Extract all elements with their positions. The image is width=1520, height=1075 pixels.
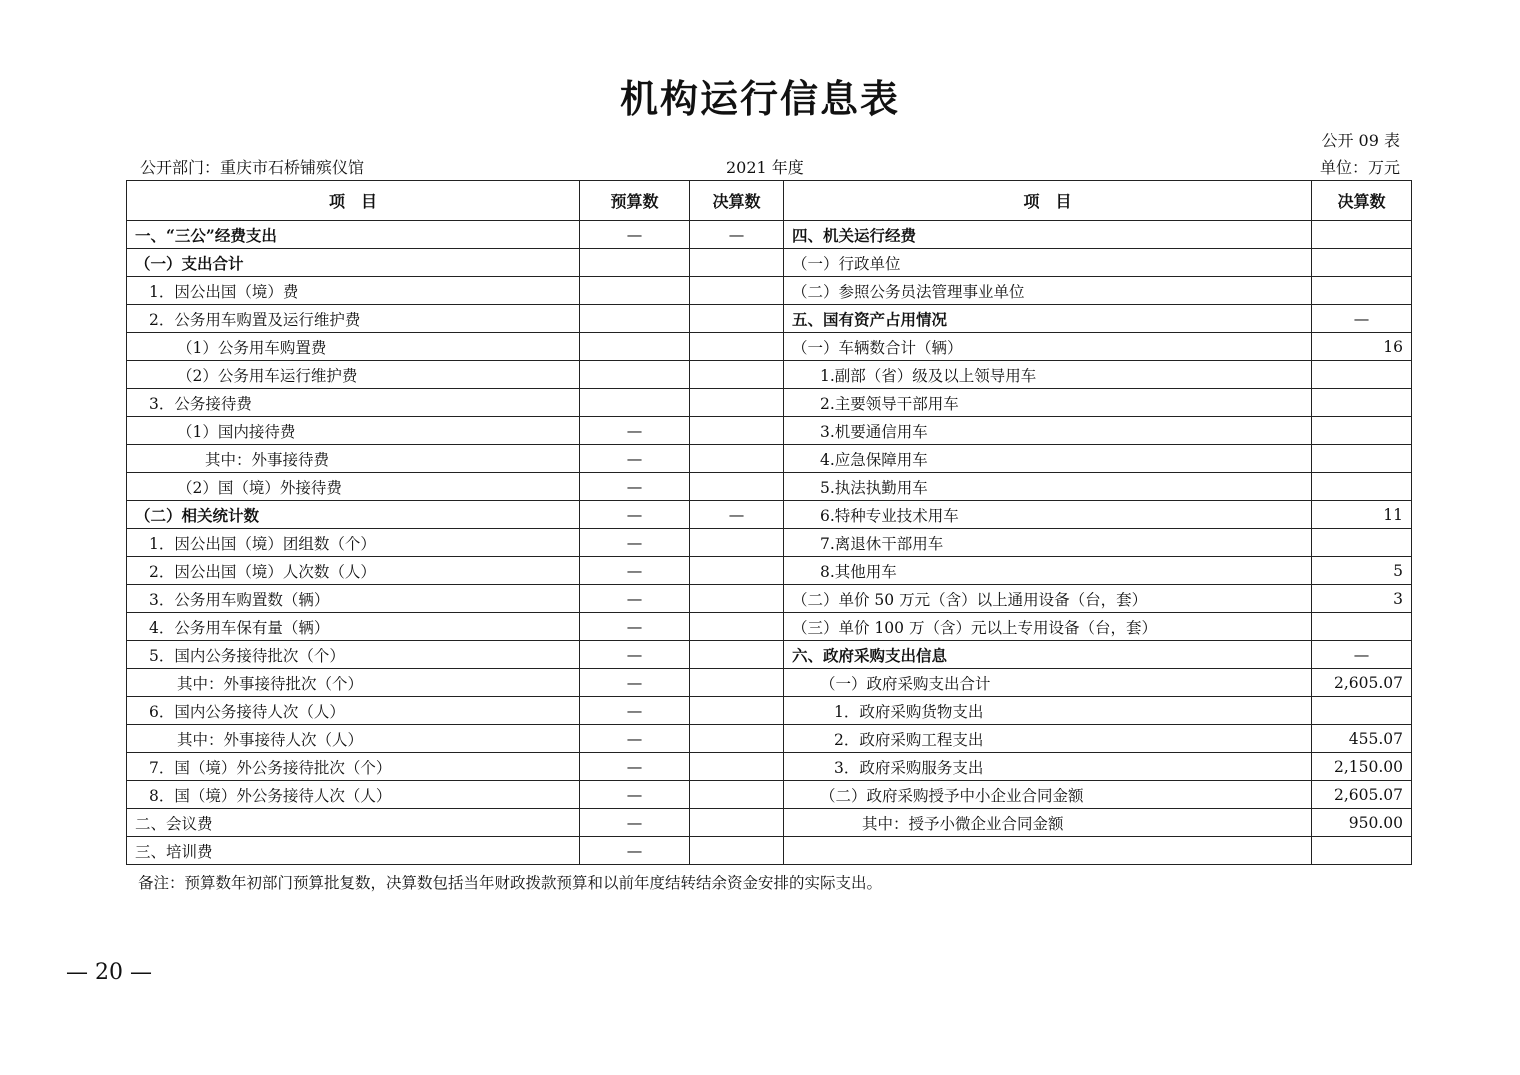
row-budget: —	[580, 529, 690, 557]
row-final-right	[1312, 697, 1412, 725]
row-item-left: 3．公务接待费	[127, 389, 580, 417]
table-row	[127, 809, 1412, 837]
fiscal-year: 2021 年度	[726, 158, 804, 177]
table-row	[127, 333, 1412, 361]
header-item-left: 项 目	[127, 181, 580, 221]
row-budget: —	[580, 725, 690, 753]
row-item-left: 其中：外事接待人次（人）	[127, 725, 580, 753]
table-row	[127, 501, 1412, 529]
row-item-right: （三）单价 100 万（含）元以上专用设备（台，套）	[784, 613, 1312, 641]
row-item-left: （2）公务用车运行维护费	[127, 361, 580, 389]
row-item-right: （一）车辆数合计（辆）	[784, 333, 1312, 361]
row-item-right	[784, 837, 1312, 865]
header-final-left: 决算数	[690, 181, 784, 221]
row-final-left	[690, 445, 784, 473]
row-item-right: （一）政府采购支出合计	[784, 669, 1312, 697]
row-final-left: —	[690, 501, 784, 529]
row-final-right	[1312, 473, 1412, 501]
row-item-right: 3.机要通信用车	[784, 417, 1312, 445]
row-item-right: 4.应急保障用车	[784, 445, 1312, 473]
row-final-right: 2,605.07	[1312, 781, 1412, 809]
row-item-left: 4．公务用车保有量（辆）	[127, 613, 580, 641]
row-final-right: 950.00	[1312, 809, 1412, 837]
row-budget	[580, 333, 690, 361]
row-final-left	[690, 473, 784, 501]
table-row	[127, 445, 1412, 473]
page-title: 机构运行信息表	[619, 76, 900, 121]
row-final-left	[690, 753, 784, 781]
row-final-right	[1312, 613, 1412, 641]
row-item-left: 3．公务用车购置数（辆）	[127, 585, 580, 613]
row-item-left: 其中：外事接待批次（个）	[127, 669, 580, 697]
row-final-left	[690, 529, 784, 557]
row-final-left	[690, 585, 784, 613]
row-item-left: 2．因公出国（境）人次数（人）	[127, 557, 580, 585]
row-budget	[580, 361, 690, 389]
row-item-right: （一）行政单位	[784, 249, 1312, 277]
row-item-left: 三、培训费	[127, 837, 580, 865]
row-final-right: —	[1312, 305, 1412, 333]
row-final-right: 16	[1312, 333, 1412, 361]
row-budget: —	[580, 669, 690, 697]
row-final-left	[690, 277, 784, 305]
row-budget: —	[580, 445, 690, 473]
row-item-left: 1．因公出国（境）费	[127, 277, 580, 305]
row-item-right: （二）政府采购授予中小企业合同金额	[784, 781, 1312, 809]
table-row	[127, 529, 1412, 557]
page-number: — 20 —	[66, 960, 152, 985]
table-row	[127, 753, 1412, 781]
row-item-left: （二）相关统计数	[127, 501, 580, 529]
row-final-left	[690, 333, 784, 361]
row-budget: —	[580, 501, 690, 529]
row-item-right: 8.其他用车	[784, 557, 1312, 585]
row-final-left	[690, 417, 784, 445]
row-budget: —	[580, 585, 690, 613]
header-item-right: 项 目	[784, 181, 1312, 221]
row-final-right	[1312, 249, 1412, 277]
row-item-right: （二）参照公务员法管理事业单位	[784, 277, 1312, 305]
row-item-right: 6.特种专业技术用车	[784, 501, 1312, 529]
row-final-right: 3	[1312, 585, 1412, 613]
row-budget: —	[580, 697, 690, 725]
row-item-right: 2.主要领导干部用车	[784, 389, 1312, 417]
row-budget	[580, 305, 690, 333]
row-item-left: （2）国（境）外接待费	[127, 473, 580, 501]
row-final-left	[690, 557, 784, 585]
header-budget: 预算数	[580, 181, 690, 221]
row-item-right: 六、政府采购支出信息	[784, 641, 1312, 669]
row-budget	[580, 277, 690, 305]
row-item-left: 一、“三公”经费支出	[127, 221, 580, 249]
row-item-left: 7．国（境）外公务接待批次（个）	[127, 753, 580, 781]
row-final-left	[690, 641, 784, 669]
department-label: 公开部门：重庆市石桥铺殡仪馆	[140, 158, 365, 177]
row-final-right	[1312, 445, 1412, 473]
row-budget	[580, 389, 690, 417]
row-item-right: 5.执法执勤用车	[784, 473, 1312, 501]
row-budget: —	[580, 641, 690, 669]
row-final-right	[1312, 361, 1412, 389]
row-item-right: （二）单价 50 万元（含）以上通用设备（台，套）	[784, 585, 1312, 613]
row-final-left	[690, 781, 784, 809]
row-final-left	[690, 389, 784, 417]
row-final-left	[690, 361, 784, 389]
row-final-left	[690, 697, 784, 725]
table-row	[127, 613, 1412, 641]
info-table	[126, 180, 1412, 865]
table-number: 公开 09 表	[1321, 131, 1400, 150]
table-row	[127, 641, 1412, 669]
footnote: 备注：预算数年初部门预算批复数，决算数包括当年财政拨款预算和以前年度结转结余资金安排的实际支出。	[138, 874, 883, 892]
row-budget: —	[580, 837, 690, 865]
row-item-right: 其中：授予小微企业合同金额	[784, 809, 1312, 837]
row-item-left: 6．国内公务接待人次（人）	[127, 697, 580, 725]
row-final-right	[1312, 837, 1412, 865]
row-final-left	[690, 725, 784, 753]
row-budget: —	[580, 753, 690, 781]
row-final-left	[690, 305, 784, 333]
row-final-right: 2,150.00	[1312, 753, 1412, 781]
row-item-right: 1.副部（省）级及以上领导用车	[784, 361, 1312, 389]
table-row	[127, 585, 1412, 613]
row-item-left: 2．公务用车购置及运行维护费	[127, 305, 580, 333]
table-row	[127, 277, 1412, 305]
table-row	[127, 221, 1412, 249]
row-final-right	[1312, 389, 1412, 417]
row-item-left: 二、会议费	[127, 809, 580, 837]
table-row	[127, 389, 1412, 417]
row-item-right: 五、国有资产占用情况	[784, 305, 1312, 333]
row-item-left: 5．国内公务接待批次（个）	[127, 641, 580, 669]
row-budget	[580, 249, 690, 277]
header-final-right: 决算数	[1312, 181, 1412, 221]
table-row	[127, 837, 1412, 865]
row-item-left: （1）国内接待费	[127, 417, 580, 445]
row-budget: —	[580, 417, 690, 445]
row-final-left	[690, 613, 784, 641]
unit-label: 单位：万元	[1319, 158, 1400, 177]
row-item-right: 1．政府采购货物支出	[784, 697, 1312, 725]
table-row	[127, 417, 1412, 445]
row-final-right	[1312, 277, 1412, 305]
row-final-left: —	[690, 221, 784, 249]
row-final-right: 455.07	[1312, 725, 1412, 753]
row-final-left	[690, 249, 784, 277]
table-row	[127, 557, 1412, 585]
row-item-left: 8．国（境）外公务接待人次（人）	[127, 781, 580, 809]
table-row	[127, 305, 1412, 333]
row-final-right	[1312, 221, 1412, 249]
row-final-left	[690, 809, 784, 837]
row-item-left: 其中：外事接待费	[127, 445, 580, 473]
table-header-row	[127, 181, 1412, 221]
row-final-left	[690, 837, 784, 865]
row-final-right: —	[1312, 641, 1412, 669]
table-row	[127, 473, 1412, 501]
row-budget: —	[580, 473, 690, 501]
row-final-left	[690, 669, 784, 697]
table-row	[127, 249, 1412, 277]
row-budget: —	[580, 781, 690, 809]
row-final-right: 11	[1312, 501, 1412, 529]
row-budget: —	[580, 221, 690, 249]
row-item-left: （1）公务用车购置费	[127, 333, 580, 361]
row-final-right	[1312, 417, 1412, 445]
row-final-right: 2,605.07	[1312, 669, 1412, 697]
table-row	[127, 725, 1412, 753]
row-item-right: 3．政府采购服务支出	[784, 753, 1312, 781]
row-item-right: 7.离退休干部用车	[784, 529, 1312, 557]
table-row	[127, 669, 1412, 697]
row-item-right: 2．政府采购工程支出	[784, 725, 1312, 753]
row-budget: —	[580, 557, 690, 585]
row-budget: —	[580, 809, 690, 837]
table-row	[127, 697, 1412, 725]
row-budget: —	[580, 613, 690, 641]
row-final-right	[1312, 529, 1412, 557]
table-row	[127, 361, 1412, 389]
row-final-right: 5	[1312, 557, 1412, 585]
table-row	[127, 781, 1412, 809]
table-body	[127, 221, 1412, 865]
row-item-left: （一）支出合计	[127, 249, 580, 277]
row-item-right: 四、机关运行经费	[784, 221, 1312, 249]
row-item-left: 1．因公出国（境）团组数（个）	[127, 529, 580, 557]
